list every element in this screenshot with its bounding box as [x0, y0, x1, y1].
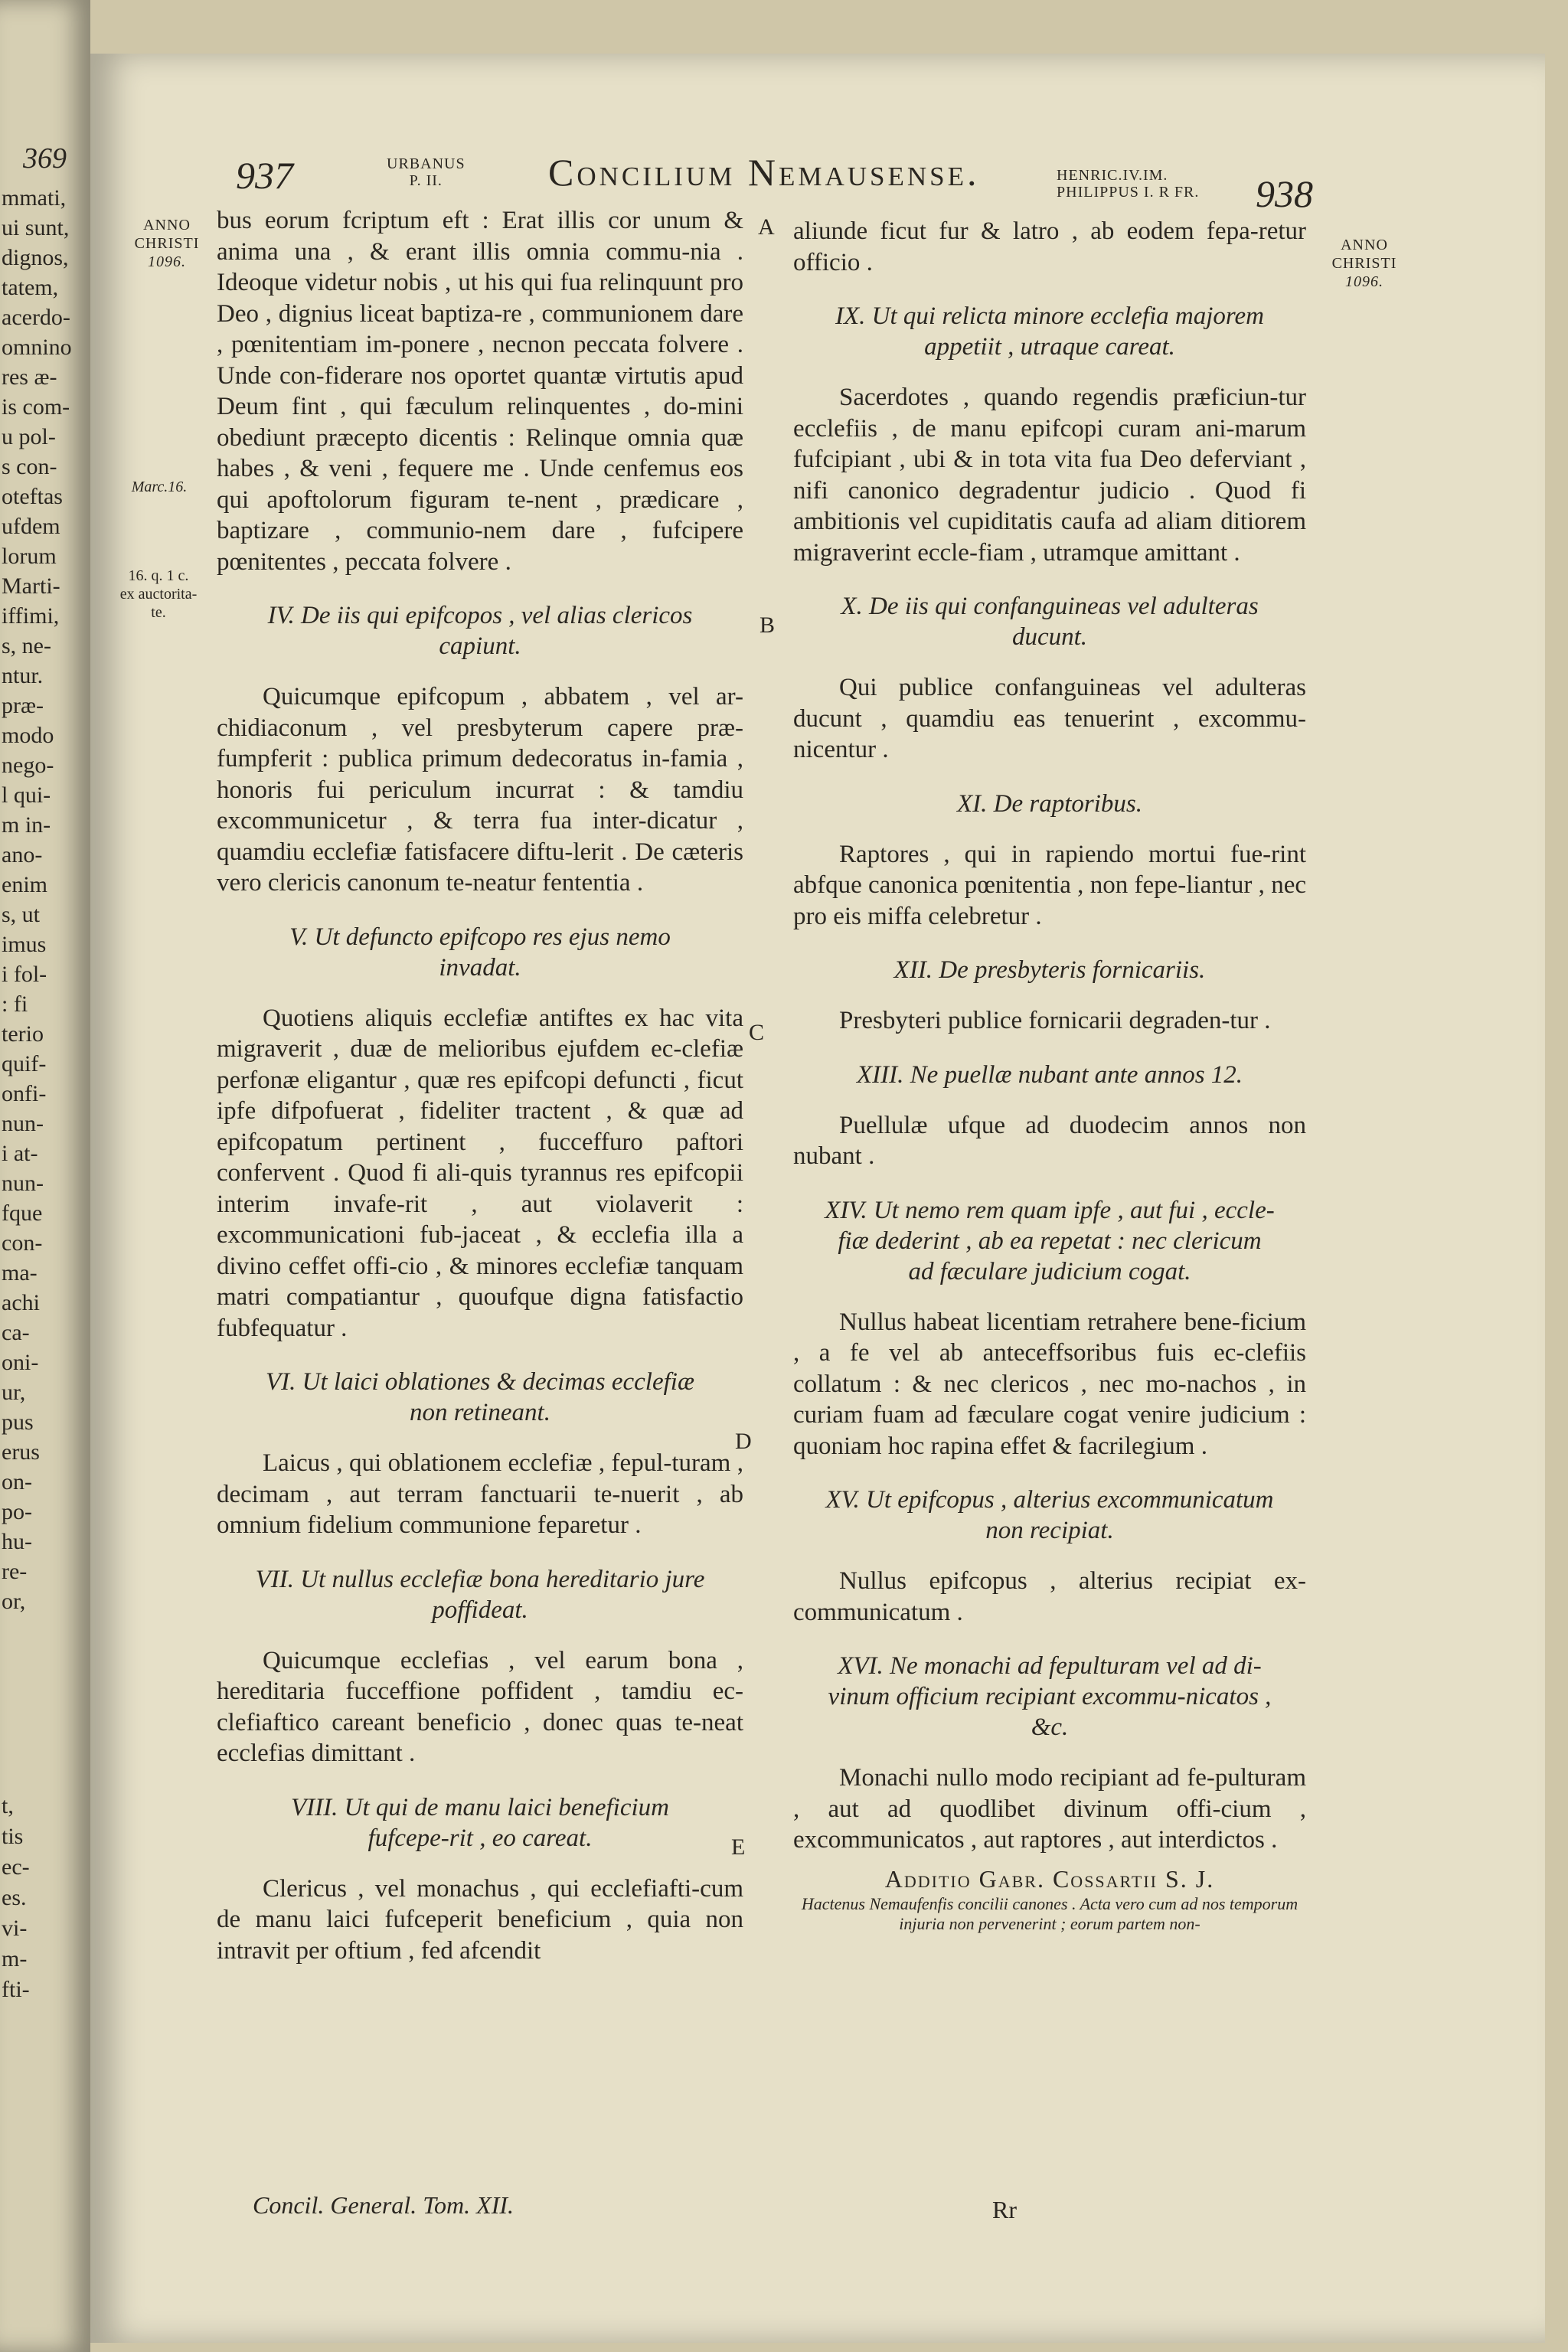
- left-page-fragment: m-: [2, 1946, 28, 1971]
- left-page-fragment: oni-: [2, 1350, 39, 1375]
- left-page-fragment: mmati,: [2, 185, 67, 211]
- left-page-fragment: acerdo-: [2, 305, 70, 330]
- left-page-number: 369: [23, 142, 67, 175]
- left-page-fragment: i fol-: [2, 962, 47, 987]
- running-head-left-line: URBANUS: [387, 155, 466, 172]
- left-page-fragment: achi: [2, 1290, 40, 1315]
- left-page-fragment: tatem,: [2, 275, 59, 300]
- canon-11-heading: XI. De raptoribus.: [957, 789, 1142, 818]
- canon-10-text: Qui publice confanguineas vel adulteras ducunt , quamdiu eas tenuerint , excommu-nicentur .: [793, 674, 1306, 763]
- left-page-fragment: nun-: [2, 1111, 44, 1136]
- left-page-fragment: ur,: [2, 1380, 26, 1405]
- left-page-fragment: enim: [2, 872, 47, 897]
- canon-7-heading: VII. Ut nullus ecclefiæ bona hereditario jure poffideat.: [255, 1565, 705, 1624]
- left-page-fragment: : fi: [2, 991, 28, 1017]
- anno-line: ANNO: [1341, 237, 1388, 253]
- left-page-fragment: res æ-: [2, 364, 57, 390]
- left-page-fragment: ntur.: [2, 663, 44, 688]
- left-page-fragment: onfi-: [2, 1081, 47, 1106]
- canon-4-text: Quicumque epifcopum , abbatem , vel ar-chidiaconum , vel presbyterum capere præ-fumpferit : publica primum dedecoratus in-famia , honoris fui periculum incurrat : & tamdiu excommunicetur , & terra fua inter-dicatur , quamdiu ecclefiæ fatisfacere diftu-lerit . De cæteris vero clericis canonum te-neatur fententia .: [217, 683, 743, 897]
- left-page-fragment: m in-: [2, 812, 51, 838]
- footer-volume: Concil. General. Tom. XII.: [253, 2191, 514, 2219]
- canon-7-text: Quicumque ecclefias , vel earum bona , hereditaria fucceffione poffident , tamdiu ec-clefiaftico careant beneficio , donec quas te-neat ecclefias dimittant .: [217, 1646, 743, 1767]
- canon-12-heading: XII. De presbyteris fornicariis.: [893, 956, 1206, 984]
- left-page-fragment: nun-: [2, 1171, 44, 1196]
- running-head-right: [1057, 167, 1199, 201]
- margin-note-line: ex auctorita-: [119, 586, 198, 603]
- anno-line: CHRISTI: [134, 235, 200, 252]
- right-column: [793, 216, 1306, 1934]
- left-page-fragment: re-: [2, 1559, 28, 1584]
- left-page-fragment: es.: [2, 1885, 27, 1910]
- canon-14-heading: XIV. Ut nemo rem quam ipfe , aut fui , eccle-fiæ dederint , ab ea repetat : nec clericum ad fæculare judicium cogat.: [825, 1196, 1275, 1285]
- left-page-fragment: u pol-: [2, 424, 56, 449]
- left-page-fragment: s, ut: [2, 902, 41, 927]
- canon-6-heading: VI. Ut laici oblationes & decimas ecclefiæ non retineant.: [266, 1368, 694, 1426]
- margin-note-line: te.: [151, 604, 166, 621]
- canon-4-heading: IV. De iis qui epifcopos , vel alias clericos capiunt.: [267, 602, 693, 660]
- page-number-right: 938: [1256, 172, 1313, 215]
- left-page-fragment: fque: [2, 1200, 43, 1226]
- left-page-fragment: ufdem: [2, 514, 60, 539]
- left-page-fragment: ma-: [2, 1260, 38, 1285]
- anno-left: [129, 216, 205, 271]
- left-page-fragment: tis: [2, 1824, 24, 1849]
- left-page-fragment: on-: [2, 1469, 32, 1494]
- left-page-fragment: terio: [2, 1021, 44, 1047]
- left-page-fragment: ca-: [2, 1320, 30, 1345]
- running-head-right-line: HENRIC.IV.IM.: [1057, 167, 1168, 184]
- canon-5-text: Quotiens aliquis ecclefiæ antiftes ex hac vita migraverit , duæ de melioribus ejufdem ec-clefiæ perfonæ eligantur , quæ res epifcopi defuncti , ficut ipfe difpofuerat , fideliter tractent , & quæ ad epifcopatum pertinent , fucceffuro paftori confervent . Quod fi ali-quis tyrannus res epifcopii interim invafe-rit , aut violaverit : excommunicationi fub-jaceat , & ecclefia illa a divino ceffet offi-cio , & minores ecclefiæ tanquam matri compatiantur , quoufque digna fatisfactio fubfequatur .: [217, 1004, 743, 1342]
- left-page-fragment: fti-: [2, 1977, 30, 2002]
- canon-5-heading: V. Ut defuncto epifcopo res ejus nemo invadat.: [289, 923, 671, 982]
- canon-16-text: Monachi nullo modo recipiant ad fe-pulturam , aut ad quodlibet divinum offi-cium , excommunicatos , aut raptores , aut interdictos .: [793, 1764, 1306, 1854]
- canon-9-text: Sacerdotes , quando regendis præficiun-tur ecclefiis , de manu epifcopi curam ani-marum fufcipiant , ubi & in tota vita fua Deo deferviant , nifi canonico degradentur judicio . Quod fi ambitionis vel cupiditatis caufa ad aliam ditiorem migraverint eccle-fiam , utramque amittant .: [793, 384, 1306, 567]
- running-head-left: [387, 155, 466, 189]
- footer-signature: Rr: [992, 2196, 1017, 2223]
- left-page-fragment: modo: [2, 723, 54, 748]
- left-page-fragment: iffimi,: [2, 603, 60, 629]
- running-head-left-line: P. II.: [409, 172, 443, 189]
- canon-13-heading: XIII. Ne puellæ nubant ante annos 12.: [856, 1060, 1243, 1089]
- left-page-fragment: nego-: [2, 753, 54, 778]
- page-title: Concilium Nemausense.: [548, 151, 980, 194]
- left-page-fragment: dignos,: [2, 245, 69, 270]
- canon-13-text: Puellulæ ufque ad duodecim annos non nubant .: [793, 1111, 1306, 1170]
- left-page-fragment: præ-: [2, 693, 44, 718]
- left-page-edge: [0, 0, 90, 2352]
- left-page-fragment: s con-: [2, 454, 57, 479]
- left-page-fragment: l qui-: [2, 782, 51, 808]
- anno-line: ANNO: [143, 217, 191, 234]
- canon-15-text: Nullus epifcopus , alterius recipiat ex-communicatum .: [793, 1567, 1306, 1626]
- left-page-fragment: vi-: [2, 1916, 28, 1941]
- left-page-fragment: ec-: [2, 1854, 30, 1880]
- left-page-fragment: pus: [2, 1410, 34, 1435]
- left-page-fragment: i at-: [2, 1141, 38, 1166]
- left-page-fragment: ano-: [2, 842, 43, 867]
- left-page-fragment: Marti-: [2, 573, 60, 599]
- addition-heading: Additio Gabr. Cossartii S. J.: [884, 1864, 1215, 1893]
- left-page-fragment: oteftas: [2, 484, 63, 509]
- canon-16-heading: XVI. Ne monachi ad fepulturam vel ad di-vinum officium recipiant excommu-nicatos , &c.: [828, 1652, 1272, 1741]
- anno-line: CHRISTI: [1331, 255, 1397, 272]
- canon-14-text: Nullus habeat licentiam retrahere bene-ficium , a fe vel ab anteceffsoribus fuis ec-clefiis collatum : & nec clericos , nec mo-nachos , in curiam fuam ad fæculare cogat venire judicium : quoniam hoc rapina effet & facrilegium .: [793, 1308, 1306, 1460]
- anno-line: 1096.: [1345, 273, 1383, 290]
- left-page-fragment: quif-: [2, 1051, 47, 1076]
- left-page-fragment: po-: [2, 1499, 32, 1524]
- left-page-fragment: hu-: [2, 1529, 32, 1554]
- left-page-fragment: omnino: [2, 335, 72, 360]
- canon-11-text: Raptores , qui in rapiendo mortui fue-rint abfque canonica pœnitentia , non fepe-liantur , nec pro eis miffa celebretur .: [793, 840, 1306, 930]
- left-page-fragment: erus: [2, 1439, 40, 1465]
- left-page-fragment: is com-: [2, 394, 70, 420]
- canon-10-heading: X. De iis qui confanguineas vel adulteras ducunt.: [841, 593, 1259, 651]
- canon-9-heading: IX. Ut qui relicta minore ecclefia majorem appetiit , utraque careat.: [835, 302, 1264, 361]
- canon-6-text: Laicus , qui oblationem ecclefiæ , fepul-turam , decimam , aut terram fanctuarii te-nuerit , ab omnium fidelium communione feparetur .: [217, 1449, 743, 1539]
- canon-8-text: Clericus , vel monachus , qui ecclefiafti-cum de manu laici fufceperit beneficium , quia non intravit per oftium , fed afcendit: [217, 1874, 743, 1965]
- margin-note-marc: Marc.16.: [131, 479, 188, 495]
- canon-8-heading: VIII. Ut qui de manu laici beneficium fufcepe-rit , eo careat.: [291, 1793, 669, 1852]
- left-page-fragment: ui sunt,: [2, 215, 70, 240]
- left-page-fragment: s, ne-: [2, 633, 51, 658]
- margin-note-line: 16. q. 1 c.: [128, 567, 189, 584]
- margin-note-quaest: [116, 567, 201, 622]
- left-page-fragment: con-: [2, 1230, 43, 1256]
- running-head-right-line: PHILIPPUS I. R FR.: [1057, 184, 1200, 201]
- left-page-fragment: or,: [2, 1589, 26, 1614]
- section-letter-d: D: [735, 1429, 752, 1454]
- canon-8-continuation: aliunde ficut fur & latro , ab eodem fepa-retur officio .: [793, 217, 1306, 276]
- section-letter-e: E: [731, 1834, 746, 1860]
- left-page-fragment: t,: [2, 1793, 14, 1818]
- left-page-fragment: imus: [2, 932, 47, 957]
- canon-15-heading: XV. Ut epifcopus , alterius excommunicatum non recipiat.: [825, 1486, 1274, 1544]
- canon-12-text: Presbyteri publice fornicarii degraden-tur .: [839, 1007, 1271, 1034]
- left-page-fragment: lorum: [2, 544, 57, 569]
- anno-line: 1096.: [148, 253, 186, 270]
- section-letter-a: A: [758, 214, 775, 240]
- section-letter-b: B: [760, 612, 776, 638]
- anno-right: [1318, 236, 1410, 291]
- page-number-left: 937: [236, 154, 293, 197]
- left-column: [217, 205, 746, 1974]
- section-letter-c: C: [749, 1020, 765, 1045]
- canon-3-text: bus eorum fcriptum eft : Erat illis cor unum & anima una , & erant illis omnia commu-nia . Ideoque videtur nobis , ut his qui fua relinquunt pro Deo , dignius liceat baptiza-re , communionem dare , pœnitentiam im-ponere , necnon peccata folvere . Unde con-fiderare nos oportet quantæ virtutis apud Deum fint , qui fæculum relinquentes , do-mini obediunt præcepto dicentis : Relinque omnia quæ habes , & veni , fequere me . Unde cenfemus eos qui apoftolorum figuram te-nent , prædicare , baptizare , communio-nem dare , fufcipere pœnitentes , peccata folvere .: [217, 207, 743, 576]
- addition-note: Hactenus Nemaufenfis concilii canones . Acta vero cum ad nos temporum injuria non pervenerint ; eorum partem non-: [801, 1894, 1298, 1933]
